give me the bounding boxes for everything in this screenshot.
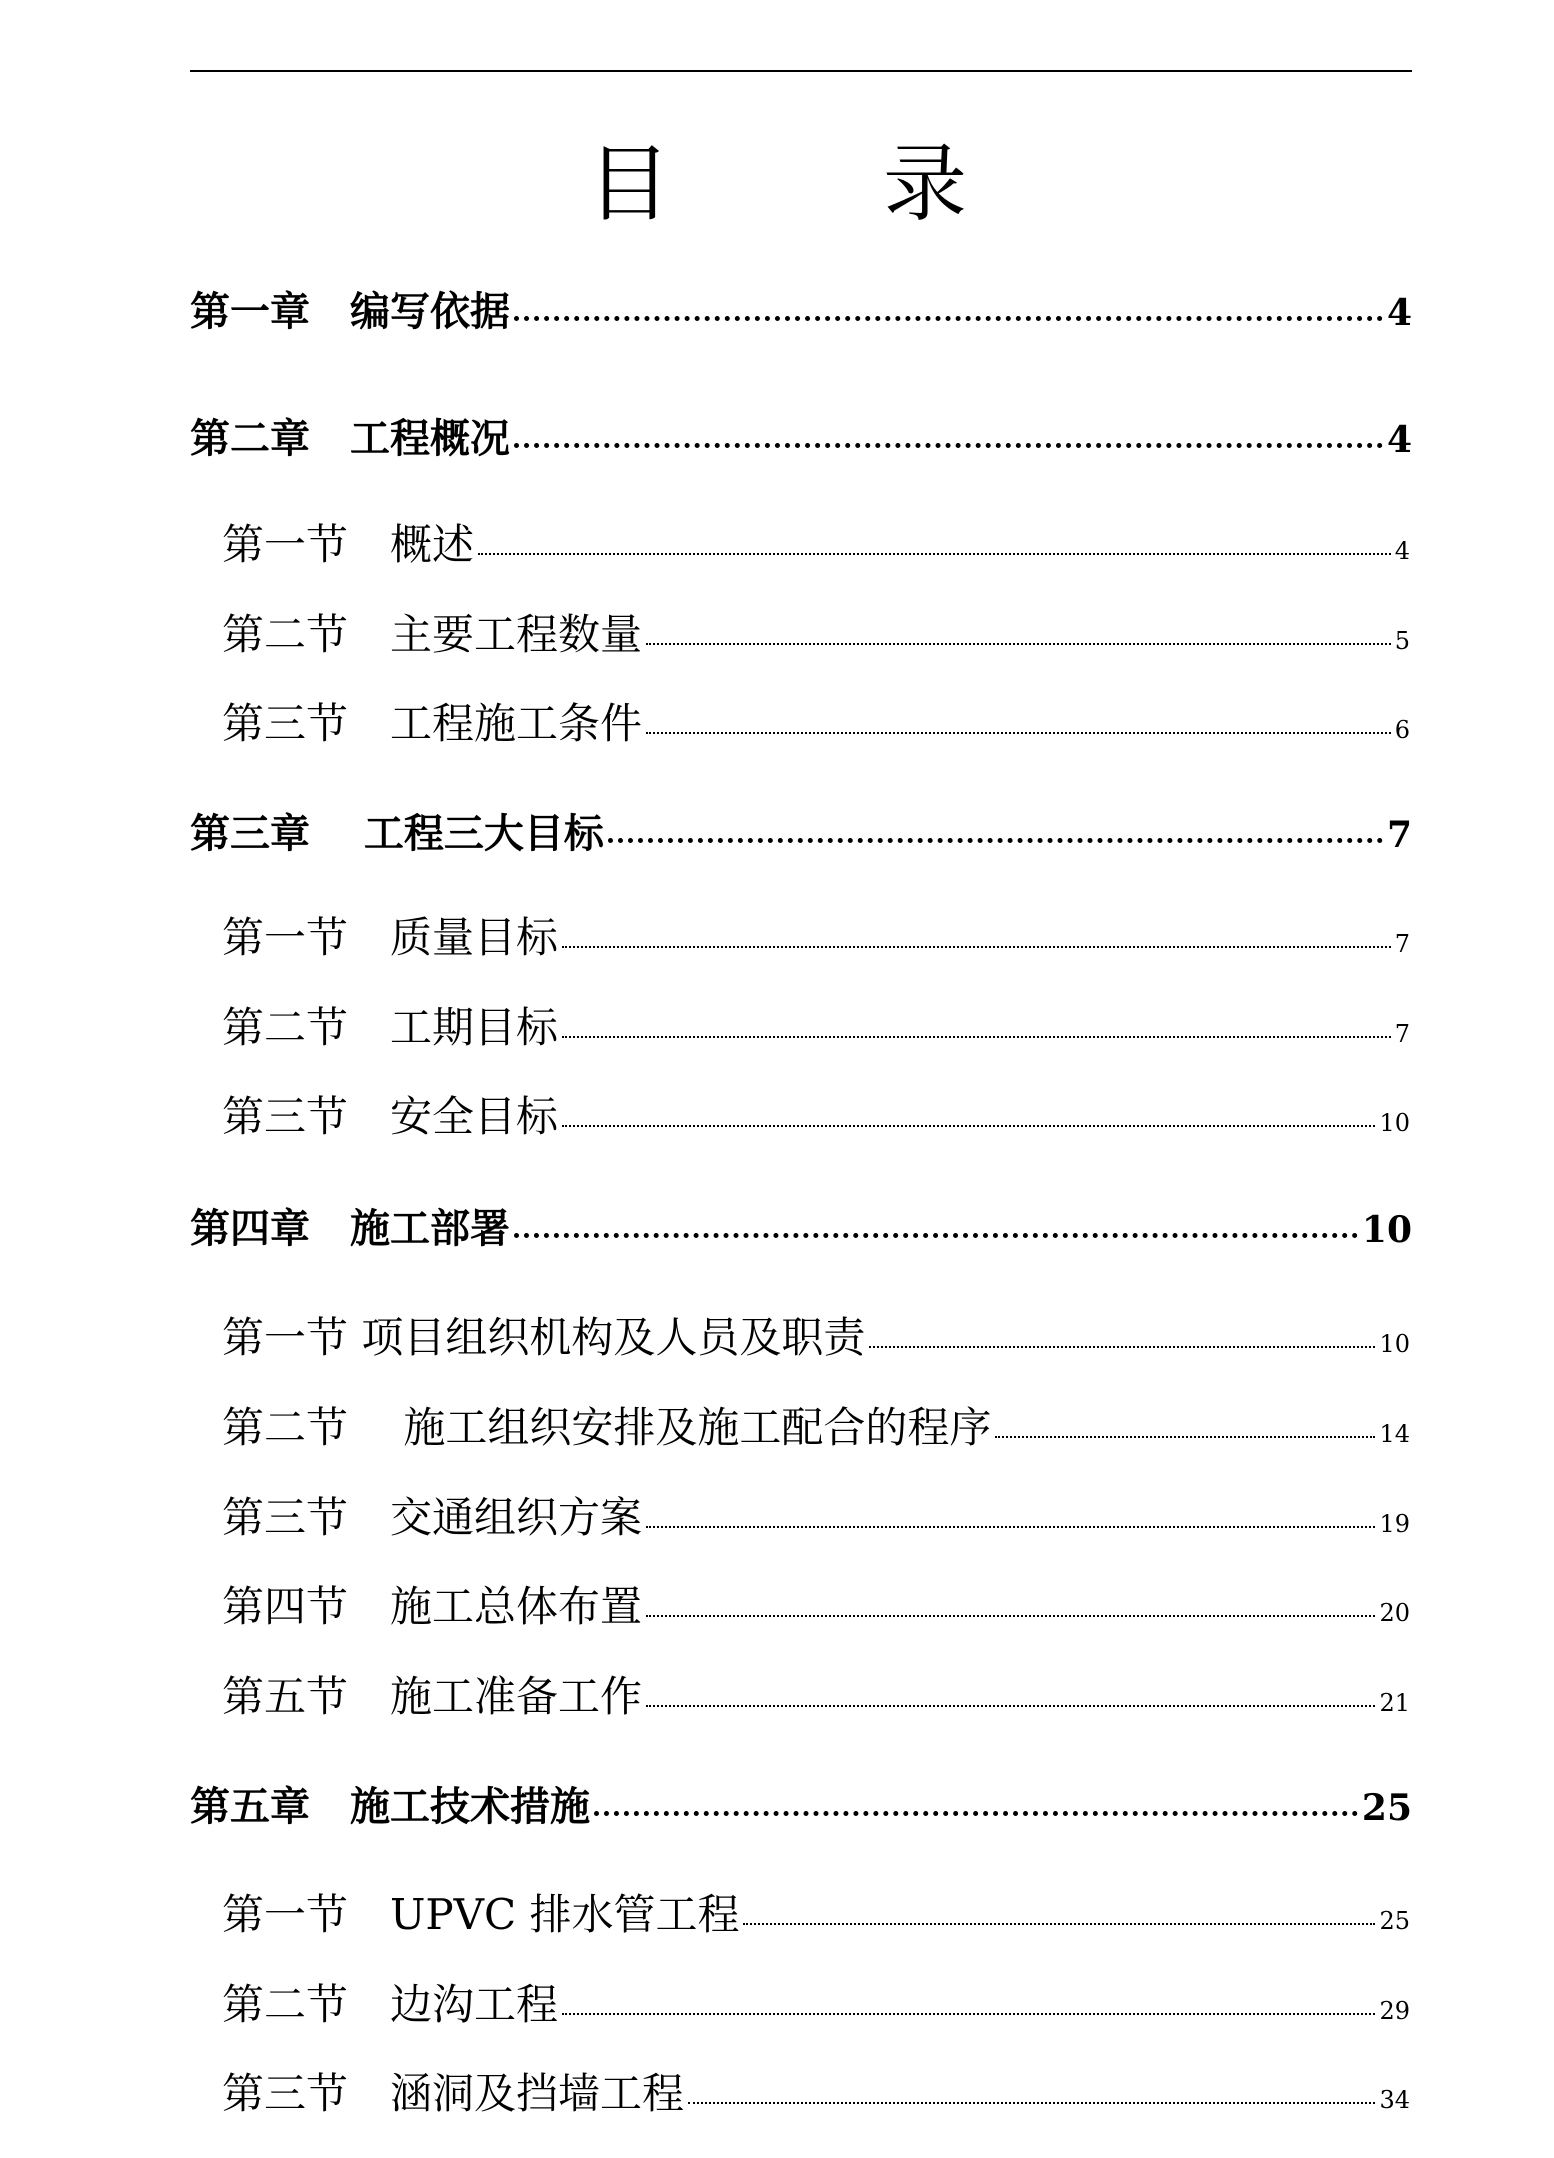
toc-entry-page: 34 bbox=[1379, 2086, 1410, 2114]
toc-entry-label: 第二节 施工组织安排及施工配合的程序 bbox=[222, 1403, 992, 1452]
toc-entry-page: 7 bbox=[1394, 930, 1410, 958]
toc-entry-label: 第二节 主要工程数量 bbox=[222, 610, 643, 659]
toc-chapter-2[interactable] bbox=[190, 411, 1412, 467]
toc-entry-page: 4 bbox=[1386, 419, 1412, 461]
dot-leader bbox=[562, 2013, 1375, 2015]
toc-section-4-1[interactable] bbox=[222, 1310, 1410, 1366]
toc-section-2-2[interactable] bbox=[222, 607, 1410, 663]
toc-entry-page: 10 bbox=[1361, 1209, 1412, 1251]
toc-entry-label: 第一节 概述 bbox=[222, 520, 475, 569]
dot-leader bbox=[594, 1811, 1358, 1816]
toc-entry-page: 10 bbox=[1379, 1109, 1410, 1137]
dot-leader bbox=[562, 1036, 1391, 1038]
dot-leader bbox=[562, 1125, 1375, 1127]
dot-leader bbox=[646, 1615, 1375, 1617]
toc-entry-label: 第五节 施工准备工作 bbox=[222, 1672, 643, 1721]
toc-entry-page: 25 bbox=[1379, 1907, 1410, 1935]
toc-entry-label: 第二节 边沟工程 bbox=[222, 1980, 559, 2029]
dot-leader bbox=[646, 643, 1391, 645]
toc-entry-label: 第四节 施工总体布置 bbox=[222, 1582, 643, 1631]
toc-entry-label: 第一节 项目组织机构及人员及职责 bbox=[222, 1313, 866, 1362]
dot-leader bbox=[743, 1923, 1375, 1925]
toc-section-5-1[interactable] bbox=[222, 1887, 1410, 1943]
toc-entry-page: 25 bbox=[1361, 1787, 1412, 1829]
toc-entry-page: 10 bbox=[1379, 1330, 1410, 1358]
toc-entry-page: 5 bbox=[1394, 627, 1410, 655]
toc-entry-label: 第三章 工程三大目标 bbox=[190, 810, 604, 857]
toc-entry-page: 6 bbox=[1394, 716, 1410, 744]
dot-leader bbox=[608, 838, 1383, 843]
toc-section-4-5[interactable] bbox=[222, 1669, 1410, 1725]
toc-entry-page: 21 bbox=[1379, 1689, 1410, 1717]
toc-chapter-5[interactable] bbox=[190, 1779, 1412, 1835]
toc-entry-page: 4 bbox=[1386, 292, 1412, 334]
page-title: 目 录 bbox=[586, 135, 1031, 233]
toc-section-3-2[interactable] bbox=[222, 1000, 1410, 1056]
dot-leader bbox=[514, 443, 1383, 448]
dot-leader bbox=[869, 1346, 1375, 1348]
toc-chapter-3[interactable] bbox=[190, 806, 1412, 862]
toc-section-4-4[interactable] bbox=[222, 1579, 1410, 1635]
dot-leader bbox=[478, 553, 1391, 555]
dot-leader bbox=[995, 1436, 1375, 1438]
toc-entry-label: 第五章 施工技术措施 bbox=[190, 1783, 590, 1830]
toc-entry-page: 14 bbox=[1379, 1420, 1410, 1448]
toc-entry-page: 20 bbox=[1379, 1599, 1410, 1627]
toc-entry-label: 第一节 UPVC 排水管工程 bbox=[222, 1890, 740, 1939]
dot-leader bbox=[646, 732, 1391, 734]
toc-entry-label: 第一节 质量目标 bbox=[222, 913, 559, 962]
toc-entry-label: 第二章 工程概况 bbox=[190, 415, 510, 462]
toc-section-3-1[interactable] bbox=[222, 910, 1410, 966]
dot-leader bbox=[646, 1705, 1375, 1707]
toc-entry-label: 第二节 工期目标 bbox=[222, 1003, 559, 1052]
toc-entry-label: 第三节 交通组织方案 bbox=[222, 1493, 643, 1542]
dot-leader bbox=[514, 1233, 1358, 1238]
toc-entry-label: 第三节 工程施工条件 bbox=[222, 699, 643, 748]
toc-entry-page: 7 bbox=[1394, 1020, 1410, 1048]
dot-leader bbox=[562, 946, 1391, 948]
toc-section-5-2[interactable] bbox=[222, 1977, 1410, 2033]
toc-entry-page: 19 bbox=[1379, 1510, 1410, 1538]
dot-leader bbox=[688, 2102, 1375, 2104]
toc-entry-label: 第三节 涵洞及挡墙工程 bbox=[222, 2069, 685, 2118]
toc-chapter-4[interactable] bbox=[190, 1201, 1412, 1257]
dot-leader bbox=[514, 316, 1383, 321]
toc-section-2-1[interactable] bbox=[222, 517, 1410, 573]
toc-entry-label: 第三节 安全目标 bbox=[222, 1092, 559, 1141]
toc-entry-label: 第四章 施工部署 bbox=[190, 1205, 510, 1252]
toc-section-2-3[interactable] bbox=[222, 696, 1410, 752]
toc-entry-page: 29 bbox=[1379, 1997, 1410, 2025]
toc-entry-page: 4 bbox=[1394, 537, 1410, 565]
toc-entry-label: 第一章 编写依据 bbox=[190, 288, 510, 335]
dot-leader bbox=[646, 1526, 1375, 1528]
toc-section-4-3[interactable] bbox=[222, 1490, 1410, 1546]
toc-section-4-2[interactable] bbox=[222, 1400, 1410, 1456]
toc-entry-page: 7 bbox=[1386, 814, 1412, 856]
toc-chapter-1[interactable] bbox=[190, 284, 1412, 340]
toc-section-3-3[interactable] bbox=[222, 1089, 1410, 1145]
toc-section-5-3[interactable] bbox=[222, 2066, 1410, 2122]
